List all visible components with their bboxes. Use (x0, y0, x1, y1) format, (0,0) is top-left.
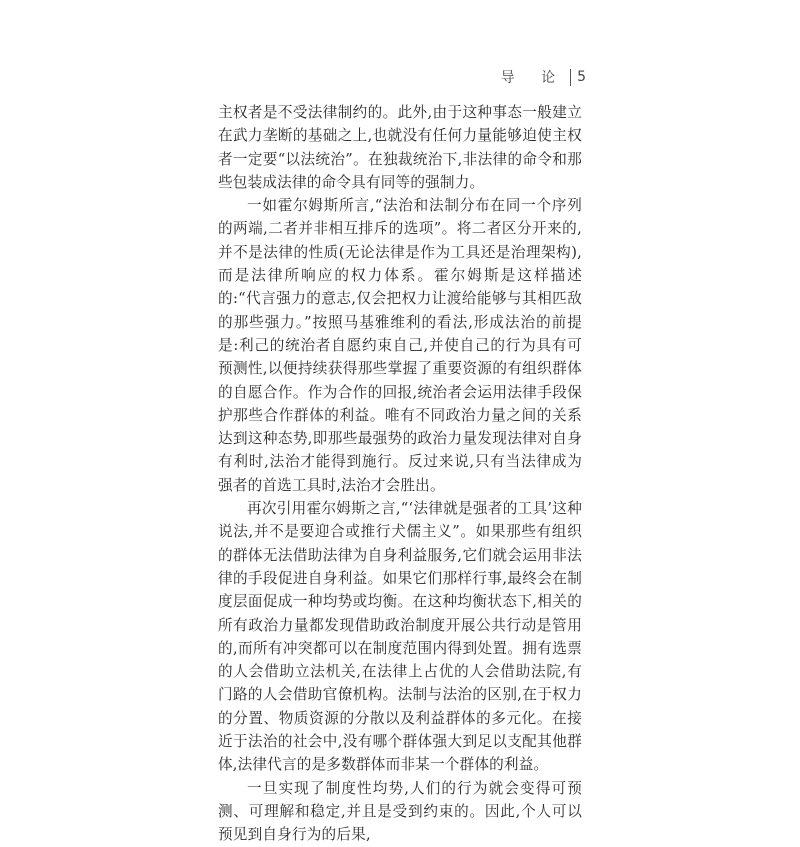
paragraph: 再次引用霍尔姆斯之言,“‘法律就是强者的工具’这种说法,并不是要迎合或推行犬儒主义”。如果那些有组织的群体无法借助法律为自身利益服务,它们就会运用非法律的手段促进自身利益。如果它们那样行事,最终会在制度层面促成一种均势或均衡。在这种均衡状态下,相关的所有政治力量都发现借助政治制度开展公共行动是管用的,而所有冲突都可以在制度范围内得到处置。拥有选票的人会借助立法机关,在法律上占优的人会借助法院,有门路的人会借助官僚机构。法制与法治的区别,在于权力的分置、物质资源的分散以及利益群体的多元化。在接近于法治的社会中,没有哪个群体强大到足以支配其他群体,法律代言的是多数群体而非某一个群体的利益。 (218, 500, 582, 774)
paragraph: 一旦实现了制度性均势,人们的行为就会变得可预测、可理解和稳定,并且是受到约束的。因此,个人可以预见到自身行为的后果, (218, 779, 582, 844)
chapter-title: 导 论 (500, 70, 567, 86)
paragraph: 一如霍尔姆斯所言,“法治和法制分布在同一个序列的两端,二者并非相互排斥的选项”。将二者区分开来的,并不是法律的性质(无论法律是作为工具还是治理架构),而是法律所响应的权力体系。霍尔姆斯是这样描述的:“代言强力的意志,仅会把权力让渡给能够与其相匹敌的那些强力。”按照马基雅维利的看法,形成法治的前提是:利己的统治者自愿约束自己,并使自己的行为具有可预测性,以便持续获得那些掌握了重要资源的有组织群体的自愿合作。作为合作的回报,统治者会运用法律手段保护那些合作群体的利益。唯有不同政治力量之间的关系达到这种态势,即那些最强势的政治力量发现法律对自身有利时,法治才能得到施行。反过来说,只有当法律成为强者的首选工具时,法治才会胜出。 (218, 197, 582, 494)
body-text (218, 101, 582, 847)
page-number: 5 (577, 69, 586, 85)
paragraph-continued: 主权者是不受法律制约的。此外,由于这种事态一般建立在武力垄断的基础之上,也就没有任何力量能够迫使主权者一定要“以法统治”。在独裁统治下,非法律的命令和那些包装成法律的命令具有同等的强制力。 (218, 104, 582, 191)
running-header (501, 66, 586, 88)
header-divider (570, 69, 571, 86)
